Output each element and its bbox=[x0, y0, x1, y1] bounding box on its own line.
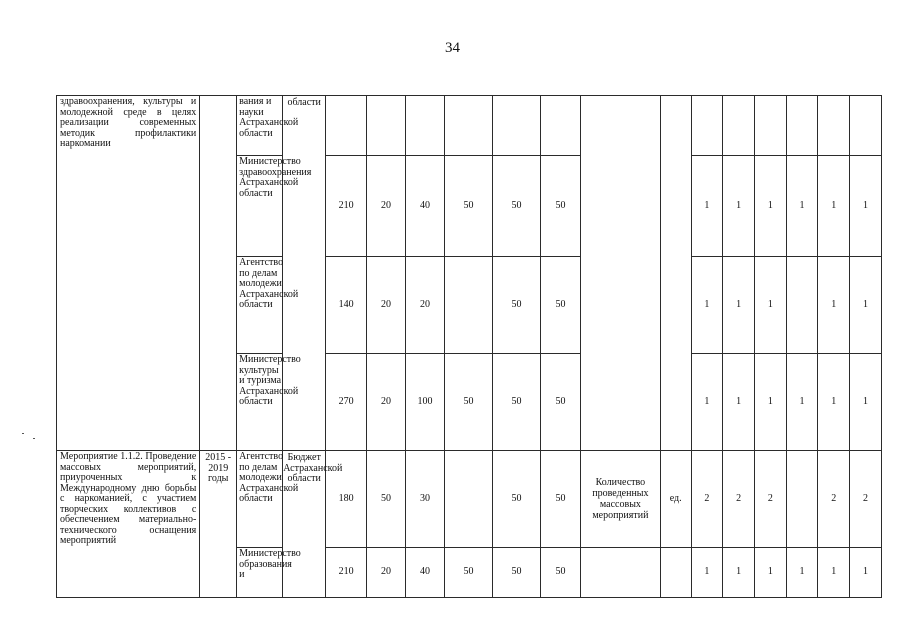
amount-2019 bbox=[541, 96, 581, 156]
indicator-2017 bbox=[786, 96, 818, 156]
amount-2015: 20 bbox=[367, 354, 406, 451]
amount-total: 210 bbox=[326, 548, 367, 598]
indicator-2015: 1 bbox=[723, 257, 755, 354]
amount-total: 210 bbox=[326, 156, 367, 257]
indicator-2016: 2 bbox=[754, 451, 786, 548]
indicator-2015: 1 bbox=[723, 156, 755, 257]
period-cell bbox=[200, 96, 237, 451]
scan-speck bbox=[33, 438, 35, 439]
unit-label: ед. bbox=[660, 451, 691, 548]
amount-2019: 50 bbox=[541, 257, 581, 354]
funding-source: Бюджет Астраханской области bbox=[283, 451, 326, 598]
amount-total: 270 bbox=[326, 354, 367, 451]
amount-2015: 20 bbox=[367, 548, 406, 598]
indicator-2019: 2 bbox=[850, 451, 882, 548]
amount-2018: 50 bbox=[492, 451, 540, 548]
org-cell: Агентство по делам молодежи Астраханской области bbox=[237, 451, 283, 548]
amount-2016: 40 bbox=[406, 548, 445, 598]
indicator-2017 bbox=[786, 451, 818, 548]
indicator-base: 1 bbox=[691, 257, 723, 354]
indicator-base: 1 bbox=[691, 156, 723, 257]
indicator-cell bbox=[580, 96, 660, 451]
table-row bbox=[57, 96, 882, 156]
indicator-base: 1 bbox=[691, 354, 723, 451]
indicator-2018: 1 bbox=[818, 548, 850, 598]
amount-2019: 50 bbox=[541, 451, 581, 548]
indicator-2016: 1 bbox=[754, 156, 786, 257]
indicator-2017: 1 bbox=[786, 354, 818, 451]
amount-2018: 50 bbox=[492, 156, 540, 257]
amount-2017: 50 bbox=[444, 156, 492, 257]
amount-2015 bbox=[367, 96, 406, 156]
unit-cell bbox=[660, 96, 691, 451]
indicator-2017: 1 bbox=[786, 548, 818, 598]
amount-2016: 30 bbox=[406, 451, 445, 548]
amount-2015: 50 bbox=[367, 451, 406, 548]
org-cell: Агентство по делам молодежи Астраханской области bbox=[237, 257, 283, 354]
amount-2016: 100 bbox=[406, 354, 445, 451]
amount-total bbox=[326, 96, 367, 156]
indicator-2015: 2 bbox=[723, 451, 755, 548]
indicator-cell bbox=[580, 548, 660, 598]
page-number: 34 bbox=[445, 40, 460, 56]
amount-2017 bbox=[444, 257, 492, 354]
amount-2018: 50 bbox=[492, 548, 540, 598]
activity-description: здравоохранения, культуры и молодежной среде в целях реализации современных методик профилактики наркомании bbox=[57, 96, 200, 451]
amount-2016: 40 bbox=[406, 156, 445, 257]
indicator-2017: 1 bbox=[786, 156, 818, 257]
indicator-2018 bbox=[818, 96, 850, 156]
indicator-2018: 1 bbox=[818, 156, 850, 257]
funding-source: области bbox=[283, 96, 326, 451]
indicator-2015: 1 bbox=[723, 548, 755, 598]
amount-total: 140 bbox=[326, 257, 367, 354]
indicator-2019: 1 bbox=[850, 156, 882, 257]
indicator-2015 bbox=[723, 96, 755, 156]
budget-table bbox=[56, 95, 882, 598]
amount-2019: 50 bbox=[541, 156, 581, 257]
activity-description: Мероприятие 1.1.2. Проведение массовых мероприятий, приуроченных к Международному дню борьбы с наркоманией, с участием творческих коллективов с обеспечением материально-технического оснащения мероприятий bbox=[57, 451, 200, 598]
amount-2018: 50 bbox=[492, 354, 540, 451]
amount-2015: 20 bbox=[367, 156, 406, 257]
amount-2019: 50 bbox=[541, 354, 581, 451]
indicator-base bbox=[691, 96, 723, 156]
indicator-2016: 1 bbox=[754, 548, 786, 598]
indicator-name: Количество проведенных массовых мероприятий bbox=[580, 451, 660, 548]
amount-2017: 50 bbox=[444, 548, 492, 598]
indicator-2019 bbox=[850, 96, 882, 156]
scan-speck bbox=[22, 433, 24, 434]
indicator-2019: 1 bbox=[850, 548, 882, 598]
indicator-2018: 2 bbox=[818, 451, 850, 548]
indicator-2015: 1 bbox=[723, 354, 755, 451]
amount-2015: 20 bbox=[367, 257, 406, 354]
amount-2019: 50 bbox=[541, 548, 581, 598]
indicator-base: 1 bbox=[691, 548, 723, 598]
amount-2017 bbox=[444, 451, 492, 548]
amount-2016: 20 bbox=[406, 257, 445, 354]
amount-2017: 50 bbox=[444, 354, 492, 451]
org-cell: вания и науки Астраханской области bbox=[237, 96, 283, 156]
amount-2017 bbox=[444, 96, 492, 156]
org-cell: Министерство культуры и туризма Астраханской области bbox=[237, 354, 283, 451]
indicator-2016: 1 bbox=[754, 354, 786, 451]
indicator-2016: 1 bbox=[754, 257, 786, 354]
amount-2016 bbox=[406, 96, 445, 156]
table-row bbox=[57, 451, 882, 548]
indicator-2018: 1 bbox=[818, 354, 850, 451]
indicator-2016 bbox=[754, 96, 786, 156]
indicator-2017 bbox=[786, 257, 818, 354]
amount-2018: 50 bbox=[492, 257, 540, 354]
indicator-base: 2 bbox=[691, 451, 723, 548]
amount-2018 bbox=[492, 96, 540, 156]
indicator-2019: 1 bbox=[850, 257, 882, 354]
indicator-2019: 1 bbox=[850, 354, 882, 451]
org-cell: Министерство образования и bbox=[237, 548, 283, 598]
unit-cell bbox=[660, 548, 691, 598]
org-cell: Министерство здравоохранения Астраханской области bbox=[237, 156, 283, 257]
period-cell: 2015 - 2019 годы bbox=[200, 451, 237, 598]
amount-total: 180 bbox=[326, 451, 367, 548]
indicator-2018: 1 bbox=[818, 257, 850, 354]
